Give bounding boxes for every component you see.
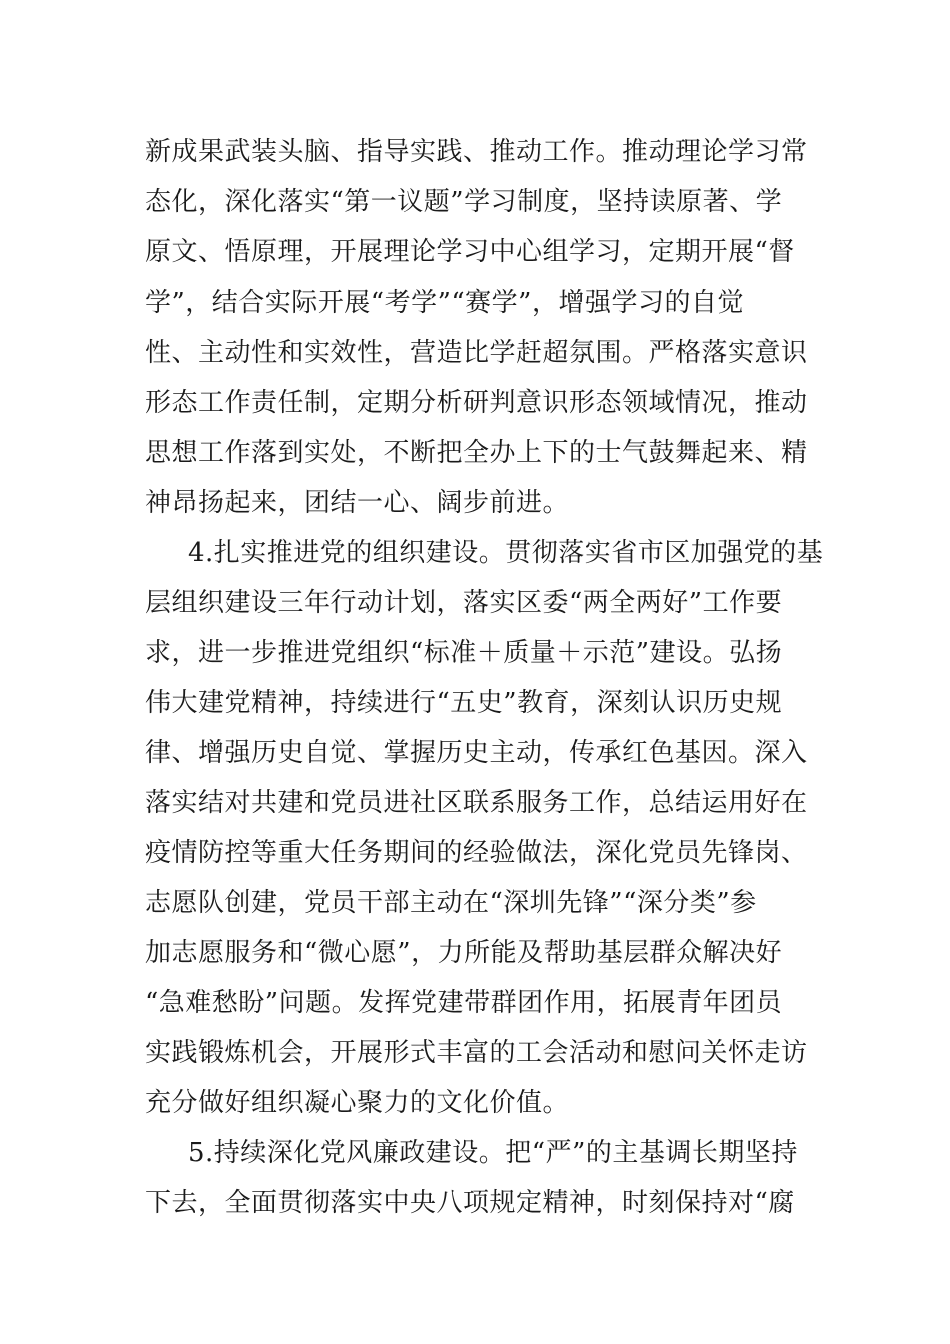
text-line: 落实结对共建和党员进社区联系服务工作，总结运用好在 — [145, 788, 808, 818]
text-line: 新成果武装头脑、指导实践、推动工作。推动理论学习常 — [145, 137, 808, 167]
text-line: 志愿队创建，党员干部主动在“深圳先锋”“深分类”参 — [145, 888, 757, 918]
section-heading-4: 4.扎实推进党的组织建设。贯彻落实省市区加强党的基 — [188, 538, 824, 568]
text-line: 性、主动性和实效性，营造比学赶超氛围。严格落实意识 — [145, 338, 808, 368]
text-line: 原文、悟原理，开展理论学习中心组学习，定期开展“督 — [145, 237, 795, 267]
section-heading-5: 5.持续深化党风廉政建设。把“严”的主基调长期坚持 — [188, 1138, 798, 1168]
text-line: 学”，结合实际开展“考学”“赛学”，增强学习的自觉 — [145, 288, 744, 318]
text-line: 实践锻炼机会，开展形式丰富的工会活动和慰问关怀走访 — [145, 1038, 808, 1068]
text-line: 思想工作落到实处，不断把全办上下的士气鼓舞起来、精 — [145, 438, 808, 468]
text-line: 疫情防控等重大任务期间的经验做法，深化党员先锋岗、 — [145, 838, 808, 868]
text-line: 求，进一步推进党组织“标准＋质量＋示范”建设。弘扬 — [145, 638, 783, 668]
text-line: 律、增强历史自觉、掌握历史主动，传承红色基因。深入 — [145, 738, 808, 768]
text-line: 层组织建设三年行动计划，落实区委“两全两好”工作要 — [145, 588, 783, 618]
text-line: 伟大建党精神，持续进行“五史”教育，深刻认识历史规 — [145, 688, 783, 718]
text-line: 神昂扬起来，团结一心、阔步前进。 — [145, 488, 570, 518]
text-line: “急难愁盼”问题。发挥党建带群团作用，拓展青年团员 — [145, 988, 783, 1018]
text-line: 充分做好组织凝心聚力的文化价值。 — [145, 1088, 570, 1118]
text-line: 加志愿服务和“微心愿”，力所能及帮助基层群众解决好 — [145, 938, 783, 968]
text-line: 态化，深化落实“第一议题”学习制度，坚持读原著、学 — [145, 187, 783, 217]
text-line: 下去，全面贯彻落实中央八项规定精神，时刻保持对“腐 — [145, 1188, 795, 1218]
text-line: 形态工作责任制，定期分析研判意识形态领域情况，推动 — [145, 388, 808, 418]
